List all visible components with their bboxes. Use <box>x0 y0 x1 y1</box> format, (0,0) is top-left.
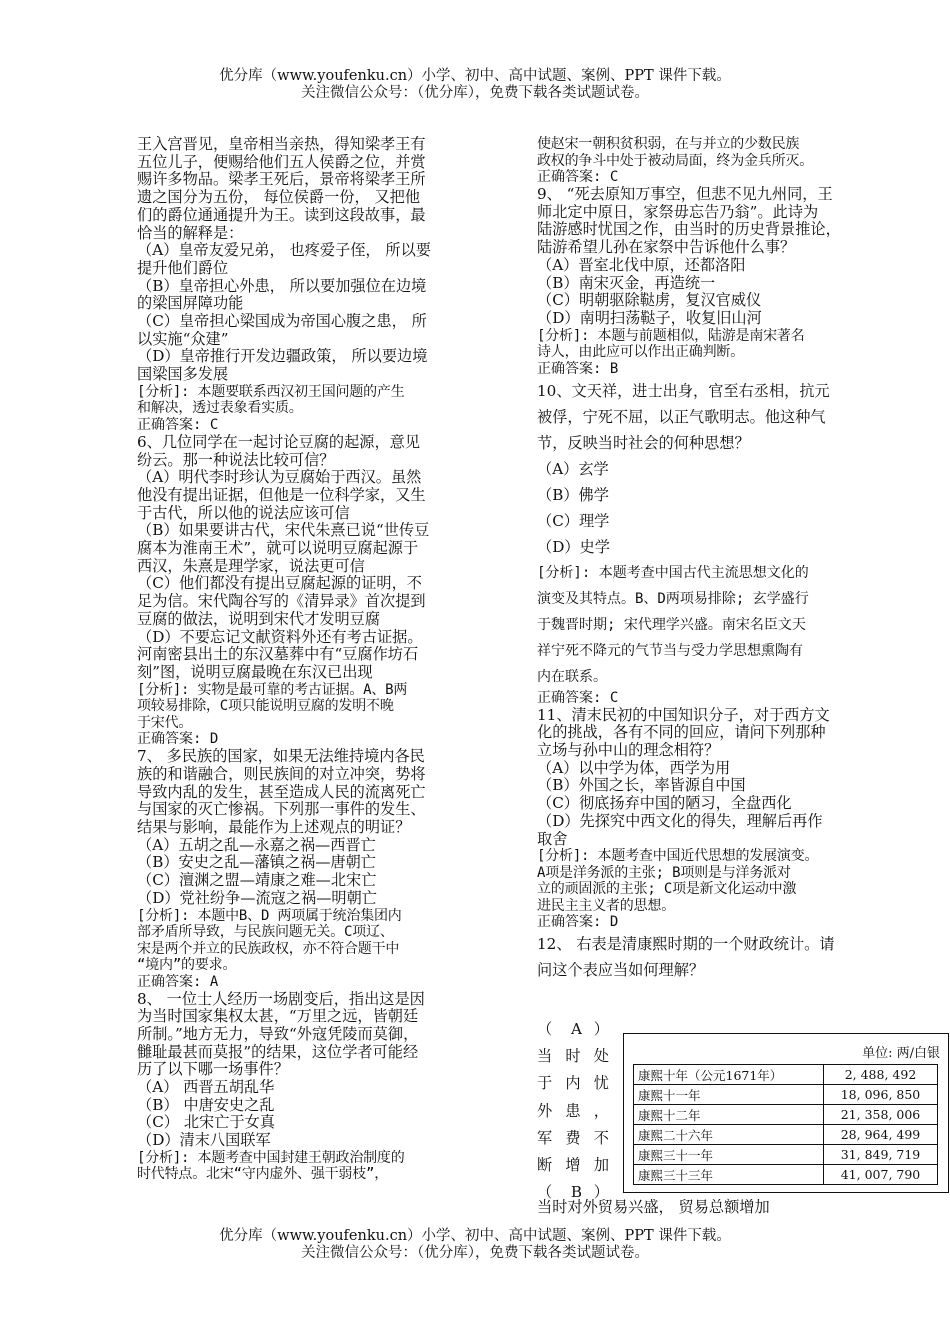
left-analysis-line: [分析]: 本题考查中国封建王朝政治制度的 <box>137 1149 405 1166</box>
left-text-line: （B）如果要讲古代，宋代朱熹已说“世传豆 <box>137 521 430 540</box>
right-analysis-line: A项是洋务派的主张; B项则是与洋务派对 <box>537 864 791 881</box>
right-text-line: 立场与孙中山的理念相符？ <box>537 741 720 760</box>
left-text-line: （B） 中唐安史之乱 <box>137 1095 275 1114</box>
left-text-line: 国梁国多发展 <box>137 365 229 384</box>
right-text-line: （B）佛学 <box>537 485 609 504</box>
right-text-line: （A）晋室北伐中原，还都洛阳 <box>537 255 746 274</box>
left-text-line: （A）皇帝友爱兄弟， 也疼爱子侄， 所以要 <box>137 241 431 260</box>
table-row <box>634 1145 938 1165</box>
right-text-line: 9、 “死去原知万事空，但悲不见九州同，王 <box>537 185 833 203</box>
left-text-line: （A）五胡之乱—永嘉之祸—西晋亡 <box>137 835 376 854</box>
right-analysis-line: 进民主主义者的思想。 <box>537 897 675 914</box>
right-text-line: 12、 右表是清康熙时期的一个财政统计。请 <box>537 935 835 954</box>
left-text-line: 于古代，所以他的说法应该可信 <box>137 503 350 522</box>
left-text-line: （C）皇帝担心梁国成为帝国心腹之患， 所 <box>137 312 427 331</box>
right-text-line: （C）理学 <box>537 511 610 530</box>
table-unit: 单位: 两/白银 <box>862 1046 940 1061</box>
left-text-line: 恰当的解释是： <box>137 223 244 242</box>
left-text-line: （C）他们都没有提出豆腐起源的证明，不 <box>137 574 422 593</box>
right-text-line: （D）先探究中西文化的得失，理解后再作 <box>537 811 823 830</box>
table-cell-year: 康熙十二年 <box>634 1105 824 1125</box>
right-analysis-line: 演变及其特点。B、D两项易排除; 玄学盛行 <box>537 590 809 607</box>
left-text-line: 6、几位同学在一起讨论豆腐的起源，意见 <box>137 432 421 451</box>
right-text-line: （B）南宋灭金，再造统一 <box>537 273 716 292</box>
right-text-line: （C）明朝驱除鞑虏，复汉官威仪 <box>537 291 762 310</box>
q12-vertical-line: 于 内 忧 <box>537 1074 609 1093</box>
table-cell-year: 康熙二十六年 <box>634 1125 824 1145</box>
left-text-line: 刻”图，说明豆腐最晚在东汉已出现 <box>137 662 373 681</box>
q12-vertical-line: 外 患 ， <box>537 1101 609 1120</box>
q12-option-b-text: 当时对外贸易兴盛， 贸易总额增加 <box>537 1198 770 1216</box>
left-text-line: 的梁国屏障功能 <box>137 294 244 313</box>
left-text-line: （C）澶渊之盟—靖康之难—北宋亡 <box>137 871 377 890</box>
right-text-line: （C）彻底扬弃中国的陋习，全盘西化 <box>537 794 792 813</box>
left-text-line: （A） 西晋五胡乱华 <box>137 1078 275 1097</box>
right-text-line: （A）以中学为体，西学为用 <box>537 758 731 777</box>
left-answer-line: 正确答案: D <box>137 731 219 748</box>
finance-table <box>633 1064 938 1185</box>
right-text-line: 陆游感时忧国之作，由当时的历史背景推论， <box>537 220 841 239</box>
left-text-line: （D）皇帝推行开发边疆政策， 所以要边境 <box>137 347 428 366</box>
header-line-2: 关注微信公众号：（优分库），免费下载各类试题试卷。 <box>301 85 649 101</box>
left-text-line: 王入宫晋见，皇帝相当亲热，得知梁孝王有 <box>137 135 426 153</box>
left-text-line: 7、 多民族的国家，如果无法维持境内各民 <box>137 747 425 766</box>
right-analysis-line: 祥宁死不降元的气节当与受力学思想熏陶有 <box>537 642 803 659</box>
footer-line-1: 优分库（www.youfenku.cn）小学、初中、高中试题、案例、PPT 课件下载。 <box>219 1228 731 1244</box>
right-analysis-line: [分析]: 本题与前题相似，陆游是南宋著名 <box>537 327 805 344</box>
right-text-line: 11、清末民初的中国知识分子，对于西方文 <box>537 705 830 724</box>
q12-options-column <box>537 1016 609 1206</box>
left-text-line: 雠耻最甚而莫报”的结果，这位学者可能经 <box>137 1042 419 1061</box>
table-cell-value: 18, 096, 850 <box>824 1085 938 1105</box>
right-text-line: （D）史学 <box>537 537 610 556</box>
left-analysis-line: 项较易排除，C项只能说明豆腐的发明不晚 <box>137 698 394 715</box>
right-text-line: （B）外国之长，率皆源自中国 <box>537 776 746 795</box>
left-analysis-line: 于宋代。 <box>137 714 193 731</box>
left-text-line: 足为信。宋代陶谷写的《清异录》首次提到 <box>137 592 426 611</box>
left-text-line: 导致内乱的发生，甚至造成人民的流离死亡 <box>137 782 426 801</box>
right-analysis-line: 于魏晋时期; 宋代理学兴盛。南宋名臣文天 <box>537 616 806 633</box>
q12-vertical-line: （ B ） <box>537 1183 609 1202</box>
right-text-line: 10、文天祥，进士出身，官至右丞相，抗元 <box>537 381 830 400</box>
left-text-line: （C） 北宋亡于女真 <box>137 1113 275 1132</box>
left-text-line: 与国家的灭亡惨祸。下列那一事件的发生、 <box>137 800 426 819</box>
right-answer-line: 正确答案: C <box>537 689 619 706</box>
footer-line-2: 关注微信公众号：（优分库），免费下载各类试题试卷。 <box>301 1245 649 1261</box>
left-text-line: 五位儿子，便赐给他们五人侯爵之位，并赏 <box>137 152 426 171</box>
right-text-line: 问这个表应当如何理解？ <box>537 961 705 980</box>
table-row <box>634 1105 938 1125</box>
right-text-line: （D）南明扫荡鞑子，收复旧山河 <box>537 308 762 327</box>
left-text-line: 以实施“众建” <box>137 329 229 348</box>
left-text-line: 们的爵位通通提升为王。读到这段故事，最 <box>137 205 426 224</box>
left-answer-line: 正确答案: C <box>137 416 219 433</box>
right-text-line: 化的挑战，各有不同的回应，请问下列那种 <box>537 723 826 742</box>
table-row <box>634 1165 938 1185</box>
left-text-line: （B）安史之乱—藩镇之祸—唐朝亡 <box>137 853 376 872</box>
left-answer-line: 正确答案: A <box>137 973 219 990</box>
header-line-1: 优分库（www.youfenku.cn）小学、初中、高中试题、案例、PPT 课件下载。 <box>219 68 731 84</box>
left-text-line: 族的和谐融合，则民族间的对立冲突，势将 <box>137 764 426 783</box>
table-row <box>634 1085 938 1105</box>
table-cell-year: 康熙十一年 <box>634 1085 824 1105</box>
right-analysis-line: 内在联系。 <box>537 668 607 685</box>
q12-vertical-line: （ A ） <box>537 1020 609 1038</box>
left-text-line: 遗之国分为五份， 每位侯爵一份， 又把他 <box>137 188 421 207</box>
left-text-line: 河南密县出土的东汉墓葬中有“豆腐作坊石 <box>137 645 419 664</box>
left-analysis-line: 部矛盾所导致，与民族问题无关。C项辽、 <box>137 924 394 941</box>
left-text-line: 赐许多物品。梁孝王死后，景帝将梁孝王所 <box>137 170 426 189</box>
left-text-line: （B）皇帝担心外患， 所以要加强位在边境 <box>137 276 427 295</box>
left-analysis-line: 时代特点。北宋“守内虚外、强干弱枝”， <box>137 1166 389 1183</box>
table-cell-year: 康熙三十三年 <box>634 1165 824 1185</box>
page-footer <box>0 1228 950 1262</box>
right-text-line: 被俘，宁死不屈，以正气歌明志。他这种气 <box>537 407 826 426</box>
right-analysis-line: 使赵宋一朝积贫积弱，在与并立的少数民族 <box>537 136 800 152</box>
right-text-line: 取舍 <box>537 829 568 848</box>
right-text-line: （A）玄学 <box>537 459 609 478</box>
left-analysis-line: [分析]: 本题要联系西汉初王国问题的产生 <box>137 383 405 400</box>
q12-vertical-line: 断增加 <box>537 1155 609 1174</box>
left-text-line: 西汉，朱熹是理学家，说法更可信 <box>137 556 365 575</box>
left-text-line: （A）明代李时珍认为豆腐始于西汉。虽然 <box>137 468 422 487</box>
left-analysis-line: 宋是两个并立的民族政权，亦不符合题干中 <box>137 940 400 957</box>
q12-vertical-line: 军 费 不 <box>537 1128 609 1147</box>
left-text-line: 腐本为淮南王术”，就可以说明豆腐起源于 <box>137 539 419 558</box>
right-analysis-line: [分析]: 本题考查中国古代主流思想文化的 <box>537 564 809 581</box>
left-text-line: （D）党社纷争—流寇之祸—明朝亡 <box>137 888 377 907</box>
right-column <box>537 136 872 983</box>
table-cell-value: 28, 964, 499 <box>824 1125 938 1145</box>
left-text-line: （D）清末八国联军 <box>137 1131 271 1150</box>
table-row <box>634 1065 938 1085</box>
left-text-line: 结果与影响，最能作为上述观点的明证？ <box>137 818 411 836</box>
left-analysis-line: [分析]: 本题中B、D 两项属于统治集团内 <box>137 907 402 924</box>
table-cell-value: 2, 488, 492 <box>824 1065 938 1085</box>
table-row <box>634 1125 938 1145</box>
left-text-line: 所制。”地方无力，导致“外寇凭陵而莫御， <box>137 1024 419 1043</box>
table-cell-value: 21, 358, 006 <box>824 1105 938 1125</box>
right-analysis-line: 诗人，由此应可以作出正确判断。 <box>537 344 744 361</box>
left-text-line: 纷云。那一种说法比较可信？ <box>137 450 335 469</box>
table-cell-year: 康熙十年（公元1671年） <box>634 1065 824 1085</box>
left-text-line: 他没有提出证据，但他是一位科学家，又生 <box>137 485 426 504</box>
finance-table-figure <box>623 1033 949 1193</box>
left-text-line: 8、 一位士人经历一场剧变后，指出这是因 <box>137 989 425 1008</box>
right-answer-line: 正确答案: C <box>537 169 619 185</box>
right-text-line: 陆游希望儿孙在家祭中告诉他什么事？ <box>537 238 796 257</box>
left-text-line: 为当时国家集权太甚，“万里之远，皆朝廷 <box>137 1007 419 1026</box>
right-analysis-line: 立的顽固派的主张; C项是新文化运动中激 <box>537 881 797 898</box>
table-cell-value: 31, 849, 719 <box>824 1145 938 1165</box>
table-cell-year: 康熙三十一年 <box>634 1145 824 1165</box>
right-analysis-line: 政权的争斗中处于被动局面，终为金兵所灭。 <box>537 152 813 169</box>
right-answer-line: 正确答案: D <box>537 914 619 931</box>
left-column <box>137 136 465 1183</box>
right-analysis-line: [分析]: 本题考查中国近代思想的发展演变。 <box>537 848 819 865</box>
right-text-line: 师北定中原日，家祭毋忘告乃翁”。此诗为 <box>537 202 819 221</box>
q12-vertical-line: 当 时 处 <box>537 1047 609 1066</box>
left-text-line: （D）不要忘记文献资料外还有考古证据。 <box>137 627 423 646</box>
left-text-line: 提升他们爵位 <box>137 258 229 277</box>
right-text-line: 节，反映当时社会的何种思想？ <box>537 433 750 452</box>
left-text-line: 豆腐的做法，说明到宋代才发明豆腐 <box>137 609 380 628</box>
right-answer-line: 正确答案: B <box>537 360 619 377</box>
left-analysis-line: [分析]: 实物是最可靠的考古证据。A、B两 <box>137 681 408 698</box>
left-analysis-line: 和解决，透过表象看实质。 <box>137 400 303 417</box>
table-cell-value: 41, 007, 790 <box>824 1165 938 1185</box>
left-text-line: 历了以下哪一场事件？ <box>137 1060 289 1079</box>
page-header <box>0 68 950 102</box>
left-analysis-line: “境内”的要求。 <box>137 957 237 974</box>
